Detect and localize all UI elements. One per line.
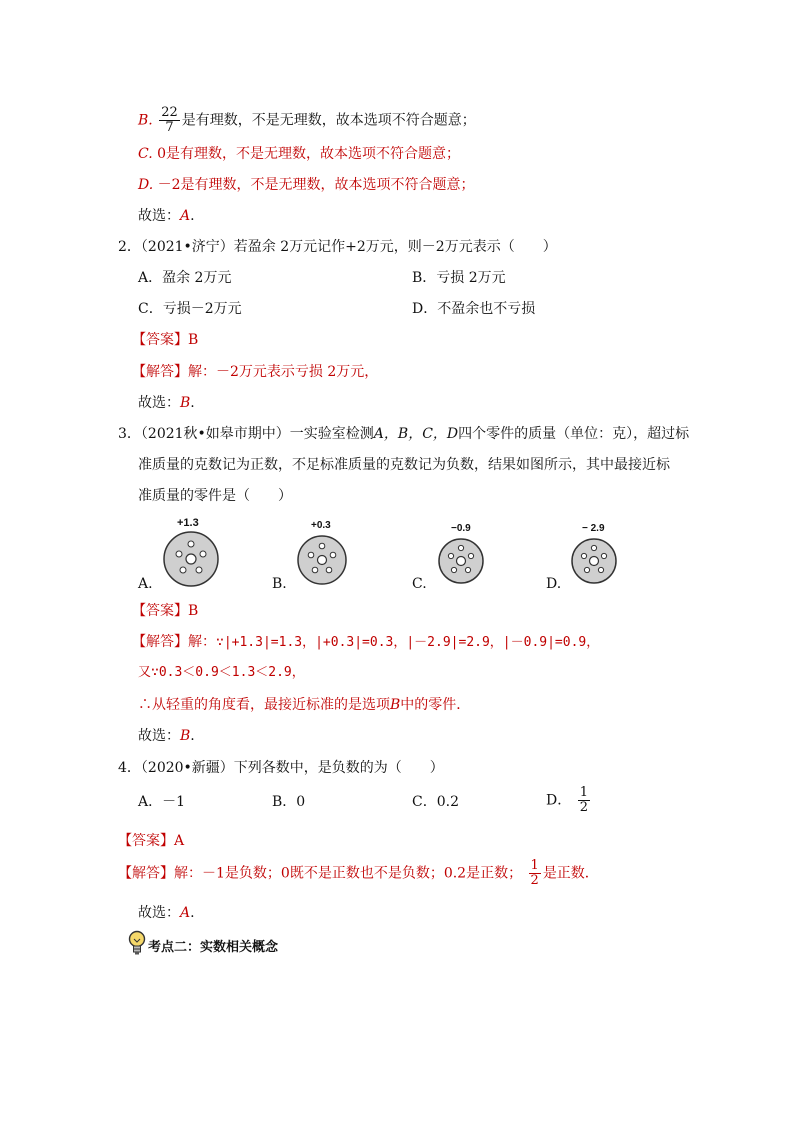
part-d-disc (570, 537, 618, 585)
q1-choose (138, 206, 195, 226)
q2-option-c: C．亏损－2万元 (138, 301, 242, 317)
q4-option-c: C．0.2 (412, 794, 459, 810)
fraction-22-7 (159, 106, 180, 135)
part-b-option-label: B. (272, 576, 287, 592)
fraction-denominator: 7 (165, 120, 174, 135)
part-a-option-label: A. (138, 576, 153, 592)
q2-option-a: A．盈余 2万元 (138, 270, 232, 286)
part-d-option-label: D. (546, 576, 562, 592)
q3-analysis-line3 (138, 695, 470, 715)
q1-d-text: －2是有理数，不是无理数，故本选项不符合题意； (157, 177, 475, 193)
part-a-deviation-label: +1.3 (177, 517, 199, 529)
analysis-tag: 【解答】 (132, 364, 188, 380)
fraction-denominator: 2 (579, 800, 588, 815)
analysis-conclusion-a: ∴从轻重的角度看，最接近标准的是选项 (138, 697, 390, 713)
q2-choose (138, 393, 195, 413)
q2-option-d: D．不盈余也不亏损 (412, 301, 536, 317)
answer-tag: 【答案】 (132, 603, 188, 619)
part-b-deviation-label: +0.3 (311, 520, 331, 531)
choose-end: . (190, 208, 195, 224)
part-d-deviation-label: − 2.9 (582, 523, 605, 534)
fraction-one-half (578, 786, 590, 815)
q1-b-text: 是有理数，不是无理数，故本选项不符合题意； (181, 112, 476, 129)
q1-c-label: C. (138, 146, 153, 162)
analysis-text-b: 是正数． (542, 865, 599, 882)
q1-d-label: D. (138, 177, 154, 193)
choose-label: 故选： (138, 395, 180, 411)
q3-analysis-line1 (132, 632, 599, 653)
lightbulb-icon (128, 930, 146, 956)
analysis-text: 解：－2万元表示亏损 2万元， (188, 364, 379, 380)
choose-end: . (190, 728, 195, 744)
q2-answer (132, 330, 198, 350)
fraction-numerator: 1 (530, 858, 539, 873)
q2-analysis (132, 362, 378, 382)
choose-answer: B (180, 728, 191, 744)
q4-analysis (118, 859, 599, 888)
analysis-abs-values: ∵|+1.3|=1.3，|+0.3|=0.3，|－2.9|=2.9，|－0.9|=0.9， (216, 635, 600, 650)
choose-label: 故选： (138, 728, 180, 744)
q2-option-b: B．亏损 2万元 (412, 270, 506, 286)
q3-analysis-line2: 又∵0.3＜0.9＜1.3＜2.9， (138, 665, 305, 680)
choose-label: 故选： (138, 905, 180, 921)
q3-stem-part2: 四个零件的质量（单位：克），超过标 (458, 426, 690, 442)
q3-choose (138, 726, 195, 746)
q3-stem-letters: A，B，C，D (373, 426, 459, 442)
fraction-one-half-analysis (529, 859, 541, 888)
q2-stem: 2．（2021•济宁）若盈余 2万元记作+2万元，则－2万元表示（ ） (118, 239, 557, 255)
analysis-tag: 【解答】 (118, 865, 174, 882)
q3-stem-line1 (118, 424, 689, 444)
fraction-numerator: 22 (161, 105, 178, 120)
choose-answer: B (180, 395, 191, 411)
q4-stem: 4．（2020•新疆）下列各数中，是负数的为（ ） (118, 760, 444, 776)
q1-option-b-explanation (138, 106, 476, 135)
part-c-option-label: C. (412, 576, 427, 592)
choose-answer: A (180, 905, 191, 921)
q4-option-d (546, 786, 592, 815)
part-a-disc (162, 530, 220, 588)
answer-value: B (188, 332, 199, 348)
q1-option-d-explanation (138, 175, 475, 195)
q4-option-d-label: D． (546, 792, 572, 809)
answer-tag: 【答案】 (132, 332, 188, 348)
section-title: 考点二：实数相关概念 (148, 940, 279, 955)
q3-answer (132, 601, 198, 621)
part-c-deviation-label: −0.9 (451, 523, 471, 534)
analysis-tag: 【解答】 (132, 634, 188, 650)
fraction-numerator: 1 (579, 785, 588, 800)
choose-answer: A (180, 208, 191, 224)
fraction-denominator: 2 (530, 873, 539, 888)
q4-option-b: B．0 (272, 794, 306, 810)
part-c-disc (437, 537, 485, 585)
choose-end: . (190, 395, 195, 411)
choose-label: 故选： (138, 208, 180, 224)
q1-option-c-explanation (138, 144, 460, 164)
part-b-disc (296, 534, 348, 586)
q1-b-label: B. (138, 112, 153, 129)
q1-c-text: 0是有理数，不是无理数，故本选项不符合题意； (157, 146, 461, 162)
q3-stem-line3: 准质量的零件是（ ） (138, 488, 292, 504)
analysis-lead: 解： (188, 634, 216, 650)
q3-stem-line2: 准质量的克数记为正数，不足标准质量的克数记为负数，结果如图所示，其中最接近标 (138, 457, 670, 473)
answer-tag: 【答案】 (118, 833, 174, 849)
q4-answer (118, 831, 184, 851)
q3-stem-part1: 3．（2021秋•如皋市期中）一实验室检测 (118, 426, 374, 442)
q4-choose (138, 903, 195, 923)
analysis-conclusion-b: 中的零件． (400, 697, 471, 713)
choose-end: . (190, 905, 195, 921)
analysis-text-a: 解：－1是负数；0既不是正数也不是负数；0.2是正数； (174, 865, 523, 882)
answer-value: A (174, 833, 185, 849)
analysis-conclusion-letter: B (390, 697, 401, 713)
answer-value: B (188, 603, 199, 619)
q4-option-a: A．－1 (138, 794, 186, 810)
